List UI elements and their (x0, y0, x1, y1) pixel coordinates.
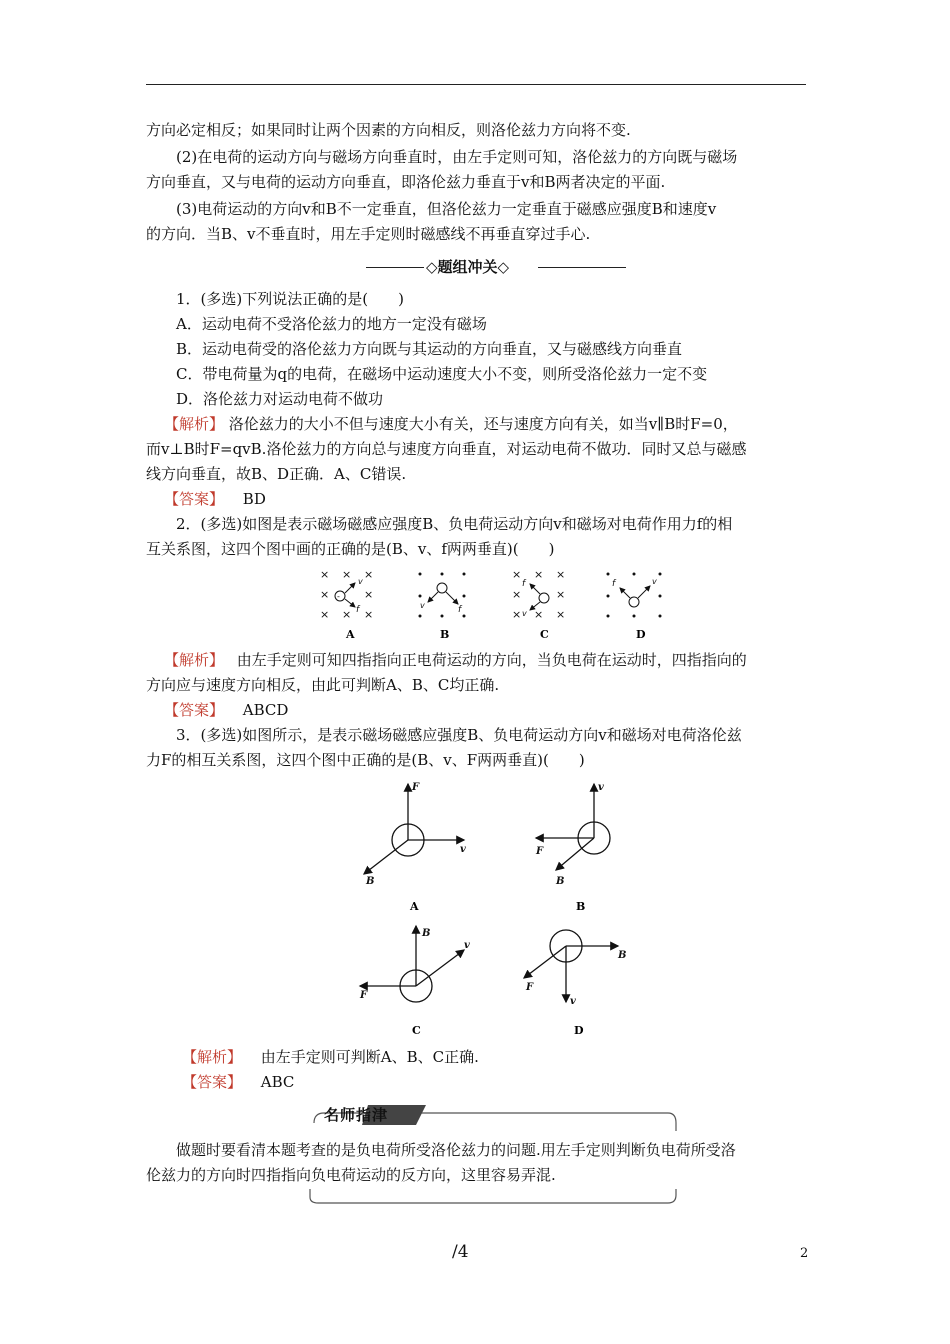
q3-fig-c (359, 926, 470, 1002)
svg-text:v: v (420, 601, 425, 610)
q3-fig-d (524, 930, 626, 1007)
question-stem: 2．(多选)如图是表示磁场磁感应强度B、负电荷运动方向v和磁场对电荷作用力f的相 (176, 515, 733, 533)
q3-figure (340, 776, 650, 1042)
header-rule (146, 84, 806, 85)
q3-fig-b (535, 782, 610, 887)
section-title (326, 256, 626, 280)
q2-fig-d (607, 573, 662, 618)
section-title-text: ◇题组冲关◇ (426, 258, 510, 276)
analysis-line (164, 648, 806, 673)
q2-figure (312, 566, 672, 644)
analysis-tag: 【解析】 (164, 651, 225, 669)
svg-text:v: v (358, 577, 363, 586)
svg-text:f: f (522, 579, 526, 589)
question-stem: 1．(多选)下列说法正确的是( ) (176, 290, 404, 308)
svg-text:F: F (526, 982, 534, 993)
analysis-tag: 【解析】 (182, 1048, 243, 1066)
svg-text:×: × (320, 608, 330, 621)
answer-tag: 【答案】 (164, 490, 225, 508)
figure-label-d: D (574, 1024, 584, 1037)
svg-text:×: × (512, 608, 522, 621)
footer-page-total: /4 (452, 1242, 469, 1262)
svg-text:×: × (556, 588, 566, 601)
page-number: 2 (800, 1246, 809, 1261)
question-stem: 3．(多选)如图所示，是表示磁场磁感应强度B、负电荷运动方向v和磁场对电荷洛伦兹 (176, 726, 742, 744)
figure-label-b: B (576, 900, 586, 913)
paragraph-line: 方向必定相反；如果同时让两个因素的方向相反，则洛伦兹力方向将不变. (146, 121, 631, 139)
svg-text:×: × (364, 608, 374, 621)
svg-text:×: × (512, 568, 522, 581)
svg-text:×: × (364, 568, 374, 581)
svg-text:v: v (570, 996, 576, 1007)
tip-line: 做题时要看清本题考查的是负电荷所受洛伦兹力的问题.用左手定则判断负电荷所受洛 (176, 1141, 736, 1159)
svg-text:×: × (342, 568, 352, 581)
option-d: D．洛伦兹力对运动电荷不做功 (176, 390, 384, 408)
tip-badge-text: 名师指津 (324, 1106, 389, 1124)
figure-label-a: A (410, 900, 419, 913)
svg-text:v: v (598, 782, 604, 793)
tip-badge (318, 1102, 418, 1126)
analysis-line (164, 412, 806, 437)
title-rule-right (538, 267, 626, 268)
svg-text:B: B (618, 950, 627, 961)
svg-text:f: f (458, 605, 462, 615)
q2-fig-b (419, 573, 466, 618)
tip-line: 伦兹力的方向时四指指向负电荷运动的反方向，这里容易弄混. (146, 1166, 556, 1184)
answer-tag: 【答案】 (182, 1073, 243, 1091)
question-stem: 力F的相互关系图，这四个图中正确的是(B、v、F两两垂直)( ) (146, 751, 585, 769)
svg-text:v: v (464, 940, 470, 951)
svg-text:F: F (536, 846, 544, 857)
svg-text:B: B (422, 928, 431, 939)
svg-text:F: F (412, 782, 420, 793)
q2-fig-a (320, 568, 373, 621)
svg-text:v: v (522, 609, 527, 618)
svg-text:f: f (356, 605, 360, 615)
title-rule-left (366, 267, 424, 268)
option-a: A．运动电荷不受洛伦兹力的地方一定没有磁场 (176, 315, 487, 333)
option-b: B．运动电荷受的洛伦兹力方向既与其运动的方向垂直，又与磁感线方向垂直 (176, 340, 683, 358)
answer-line (164, 698, 806, 723)
analysis-text: 由左手定则可判断A、B、C正确. (260, 1048, 479, 1066)
svg-text:×: × (512, 588, 522, 601)
svg-text:B: B (366, 876, 375, 887)
answer-text: BD (242, 490, 266, 508)
svg-text:-: - (337, 592, 340, 601)
analysis-line: 方向应与速度方向相反，由此可判断A、B、C均正确. (146, 676, 500, 694)
answer-text: ABCD (242, 701, 289, 719)
svg-text:×: × (556, 608, 566, 621)
answer-line (182, 1070, 806, 1095)
svg-text:×: × (534, 568, 544, 581)
analysis-text: 洛伦兹力的大小不但与速度大小有关，还与速度方向有关，如当v∥B时F=0， (228, 415, 738, 433)
svg-text:×: × (320, 568, 330, 581)
figure-label-c: C (412, 1024, 421, 1037)
svg-text:×: × (364, 588, 374, 601)
svg-text:×: × (320, 588, 330, 601)
figure-label-a: A (346, 628, 355, 641)
paragraph-line: 方向垂直，又与电荷的运动方向垂直，即洛伦兹力垂直于v和B两者决定的平面. (146, 173, 666, 191)
svg-text:v: v (460, 844, 466, 855)
svg-text:×: × (342, 608, 352, 621)
analysis-line (182, 1045, 806, 1070)
paragraph-line: (3)电荷运动的方向v和B不一定垂直，但洛伦兹力一定垂直于磁感应强度B和速度v (176, 200, 717, 218)
analysis-text: 由左手定则可知四指指向正电荷运动的方向，当负电荷在运动时，四指指向的 (236, 651, 747, 669)
question-stem: 互关系图，这四个图中画的正确的是(B、v、f两两垂直)( ) (146, 540, 555, 558)
svg-text:F: F (360, 990, 368, 1001)
q2-fig-c (512, 568, 565, 621)
answer-tag: 【答案】 (164, 701, 225, 719)
figure-label-d: D (636, 628, 646, 641)
svg-text:×: × (556, 568, 566, 581)
svg-text:×: × (534, 608, 544, 621)
option-c: C．带电荷量为q的电荷，在磁场中运动速度大小不变，则所受洛伦兹力一定不变 (176, 365, 708, 383)
paragraph-line: (2)在电荷的运动方向与磁场方向垂直时，由左手定则可知，洛伦兹力的方向既与磁场 (176, 148, 738, 166)
svg-text:v: v (652, 577, 657, 586)
svg-text:B: B (556, 876, 565, 887)
figure-label-b: B (440, 628, 450, 641)
analysis-tag: 【解析】 (164, 415, 225, 433)
answer-text: ABC (260, 1073, 295, 1091)
answer-line (164, 487, 806, 512)
paragraph-line: 的方向．当B、v不垂直时，用左手定则时磁感线不再垂直穿过手心. (146, 225, 591, 243)
q3-fig-a (364, 782, 466, 887)
analysis-line: 而v⊥B时F=qvB.洛伦兹力的方向总与速度方向垂直，对运动电荷不做功．同时又总与磁感 (146, 440, 747, 458)
svg-text:f: f (612, 579, 616, 589)
figure-label-c: C (540, 628, 549, 641)
analysis-line: 线方向垂直，故B、D正确．A、C错误. (146, 465, 407, 483)
